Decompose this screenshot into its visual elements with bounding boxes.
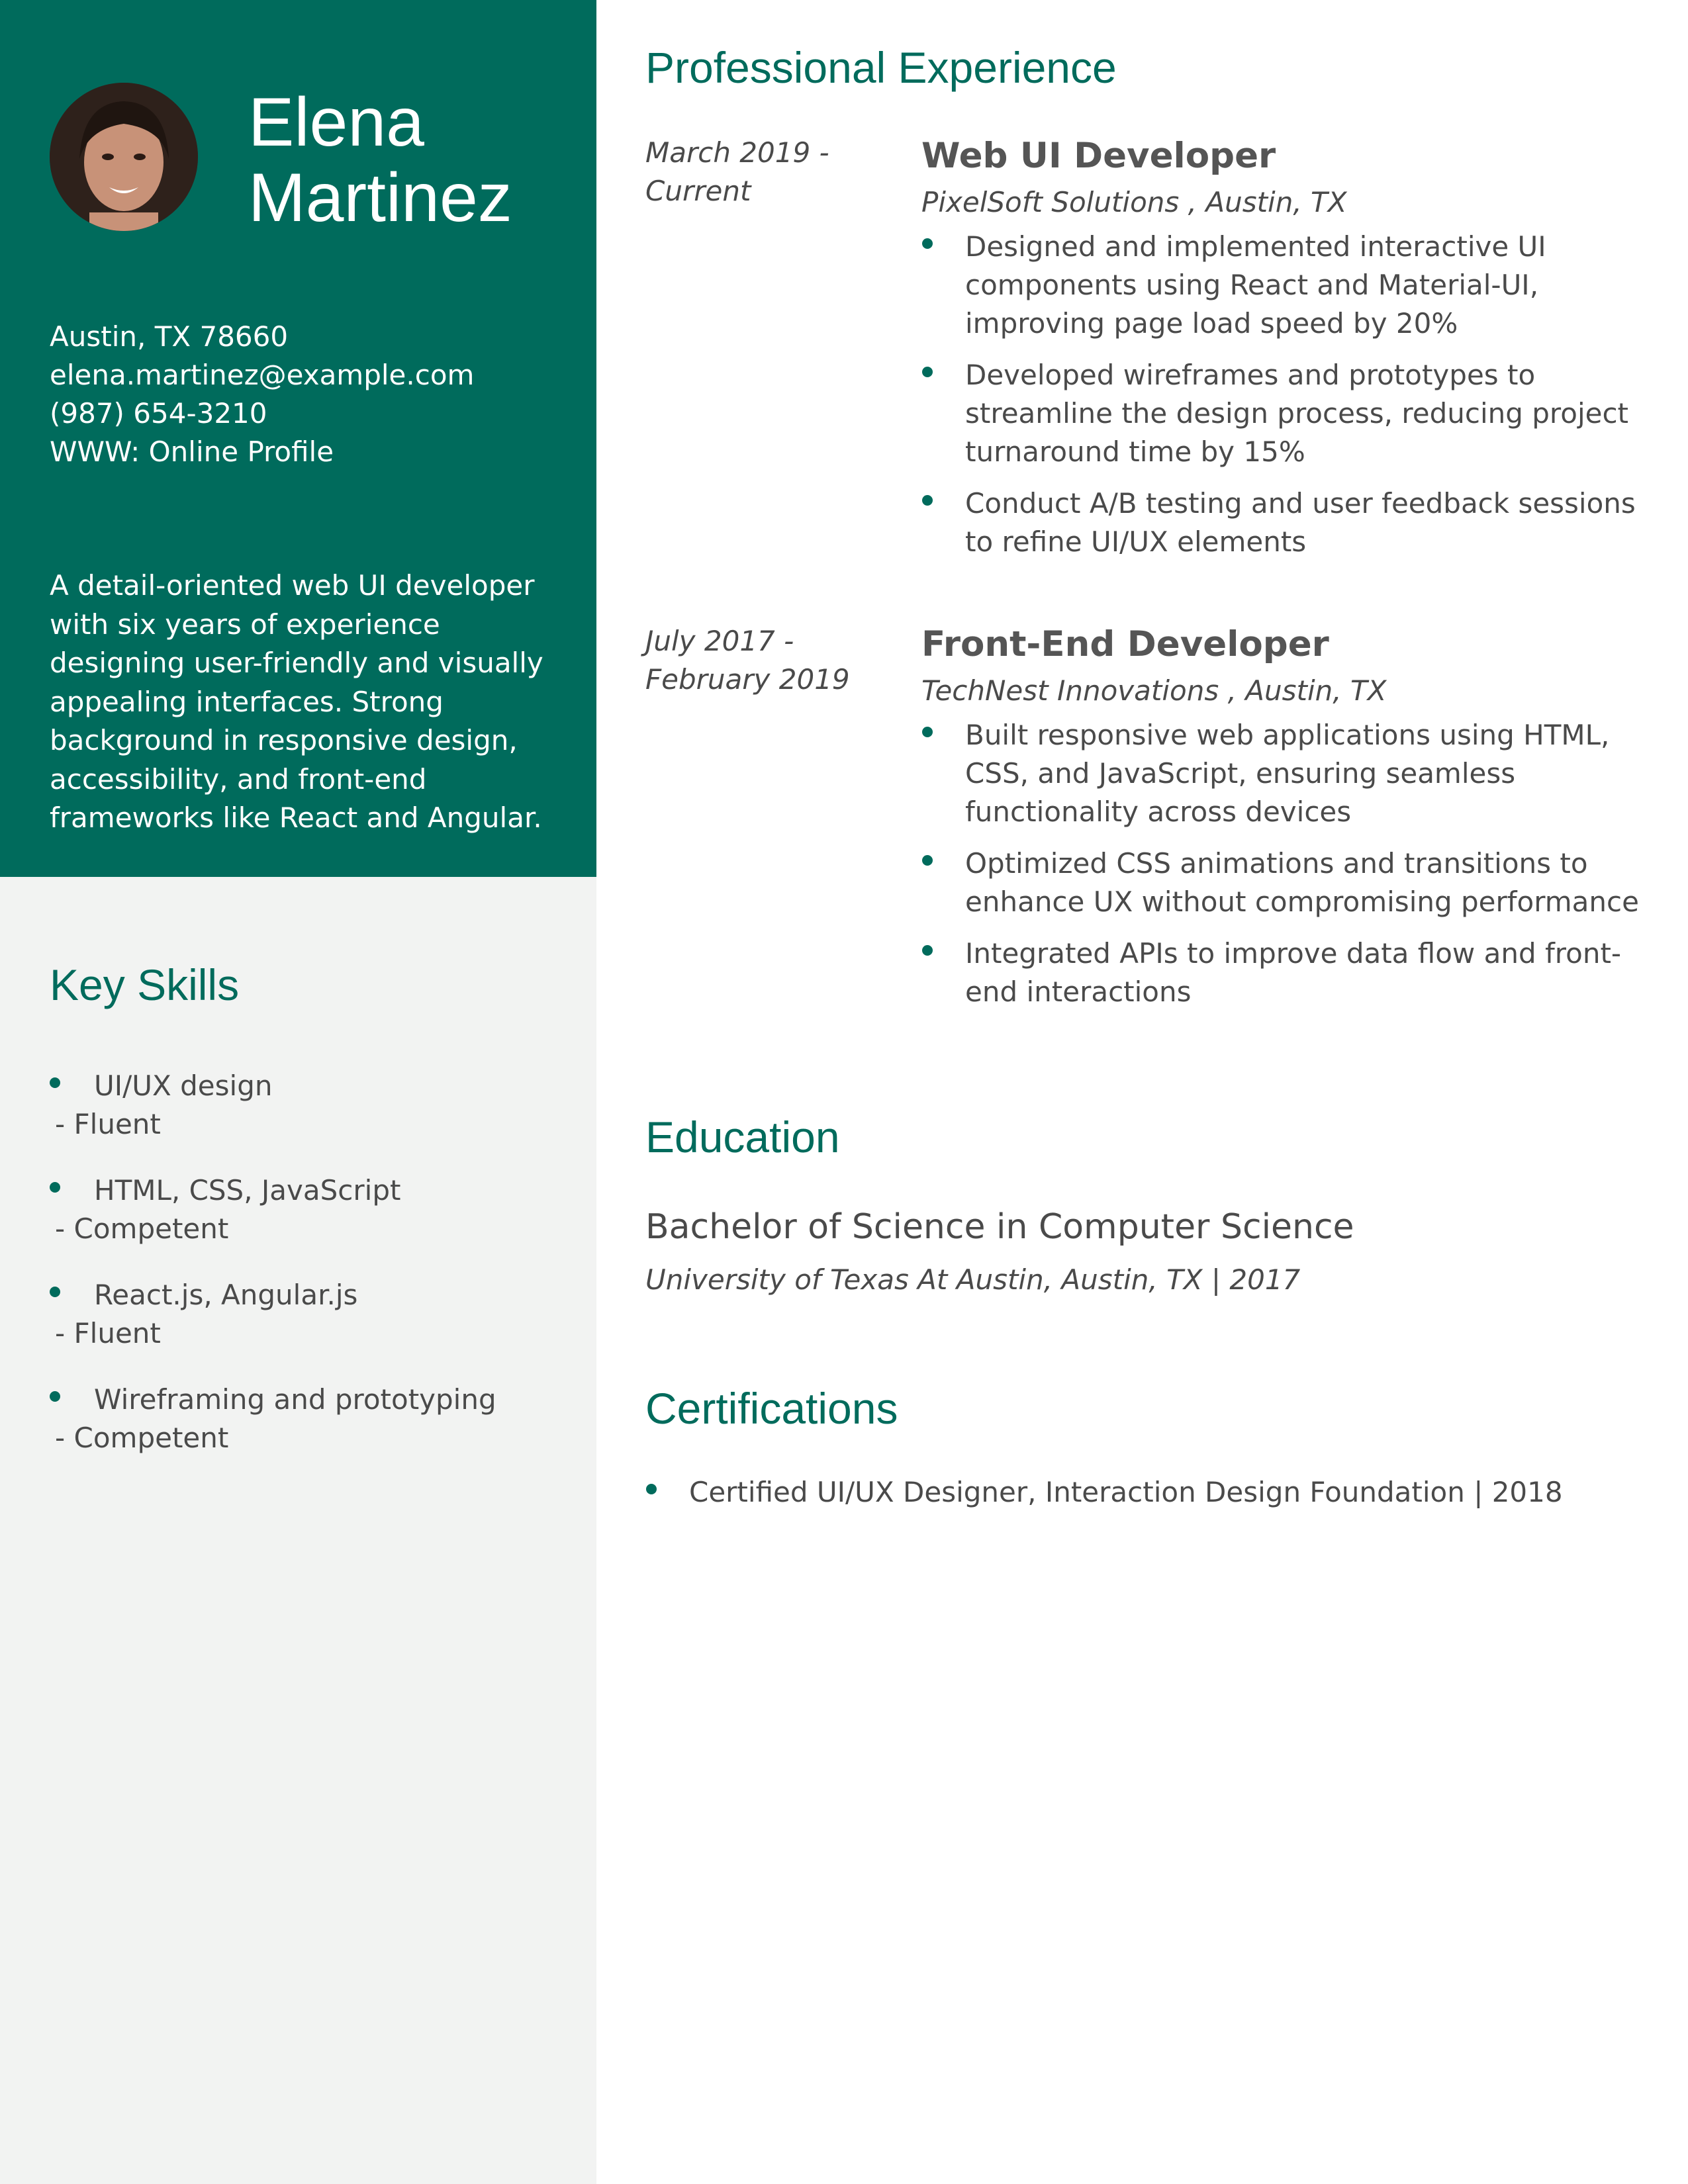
bullet-text: Designed and implemented interactive UI components using React and Material-UI, improving page load speed by 20% xyxy=(965,230,1546,340)
bullet-icon xyxy=(922,367,933,377)
certifications-heading: Certifications xyxy=(645,1384,898,1433)
job-body xyxy=(921,622,1656,1024)
list-item xyxy=(921,228,1656,343)
job-body xyxy=(921,134,1656,574)
job-company: TechNest Innovations , Austin, TX xyxy=(921,674,1387,707)
list-item xyxy=(921,934,1656,1011)
phone: (987) 654-3210 xyxy=(50,397,267,430)
job-bullets xyxy=(921,228,1656,561)
profile-photo xyxy=(50,83,198,231)
list-item xyxy=(645,1473,1652,1512)
bullet-text: Integrated APIs to improve data flow and front-end interactions xyxy=(965,937,1622,1008)
bullet-icon xyxy=(922,495,933,506)
skill-item xyxy=(50,1381,566,1457)
bullet-icon xyxy=(50,1077,60,1088)
bullet-icon xyxy=(646,1484,657,1494)
job-bullets xyxy=(921,716,1656,1011)
bullet-icon xyxy=(50,1391,60,1402)
list-item xyxy=(921,716,1656,831)
summary: A detail-oriented web UI developer with six years of experience designing user-friendly and visually appealing interfaces. Strong background in responsive design, accessibility, and front-end frameworks like React and Angular. xyxy=(50,569,543,834)
job-company: PixelSoft Solutions , Austin, TX xyxy=(921,186,1347,218)
bullet-text: Optimized CSS animations and transitions to enhance UX without compromising performance xyxy=(965,847,1639,918)
skill-level: - Fluent xyxy=(55,1317,161,1349)
bullet-text: Conduct A/B testing and user feedback sessions to refine UI/UX elements xyxy=(965,487,1636,558)
first-name: Elena xyxy=(248,84,424,161)
certification-text: Certified UI/UX Designer, Interaction Design Foundation | 2018 xyxy=(689,1476,1563,1508)
skill-name: HTML, CSS, JavaScript xyxy=(94,1174,401,1206)
skill-name: React.js, Angular.js xyxy=(94,1279,358,1311)
job-title: Front-End Developer xyxy=(921,624,1329,664)
bullet-icon xyxy=(50,1182,60,1193)
skill-level: - Competent xyxy=(55,1212,229,1245)
bullet-icon xyxy=(50,1287,60,1297)
address: Austin, TX 78660 xyxy=(50,320,289,353)
skill-name: UI/UX design xyxy=(94,1069,273,1102)
bullet-icon xyxy=(922,727,933,737)
email[interactable]: elena.martinez@example.com xyxy=(50,359,475,391)
last-name: Martinez xyxy=(248,159,512,236)
bullet-icon xyxy=(922,945,933,956)
avatar xyxy=(50,83,198,231)
school-info: University of Texas At Austin, Austin, TX | 2017 xyxy=(645,1263,1301,1296)
degree-title: Bachelor of Science in Computer Science xyxy=(645,1207,1354,1247)
skill-level: - Fluent xyxy=(55,1108,161,1140)
bullet-icon xyxy=(922,238,933,249)
job-dates: July 2017 - February 2019 xyxy=(645,625,850,696)
contact-info xyxy=(50,318,474,471)
certifications-list xyxy=(645,1473,1652,1512)
sidebar-header xyxy=(0,0,596,877)
bullet-icon xyxy=(922,855,933,866)
skill-item xyxy=(50,1276,566,1353)
skills-heading: Key Skills xyxy=(50,960,240,1009)
list-item xyxy=(921,484,1656,561)
list-item xyxy=(921,844,1656,921)
list-item xyxy=(921,356,1656,471)
skill-level: - Competent xyxy=(55,1422,229,1454)
skill-item xyxy=(50,1067,566,1144)
skill-item xyxy=(50,1171,566,1248)
education-heading: Education xyxy=(645,1113,840,1161)
sidebar xyxy=(0,0,596,2184)
job-title: Web UI Developer xyxy=(921,136,1276,176)
skill-name: Wireframing and prototyping xyxy=(94,1383,496,1416)
website-link[interactable]: WWW: Online Profile xyxy=(50,435,334,468)
job-dates: March 2019 - Current xyxy=(645,136,829,207)
skills-list xyxy=(50,1067,566,1485)
bullet-text: Built responsive web applications using HTML, CSS, and JavaScript, ensuring seamless functionality across devices xyxy=(965,719,1610,828)
bullet-text: Developed wireframes and prototypes to streamline the design process, reducing project turnaround time by 15% xyxy=(965,359,1629,468)
candidate-name xyxy=(248,85,579,236)
experience-heading: Professional Experience xyxy=(645,43,1117,92)
